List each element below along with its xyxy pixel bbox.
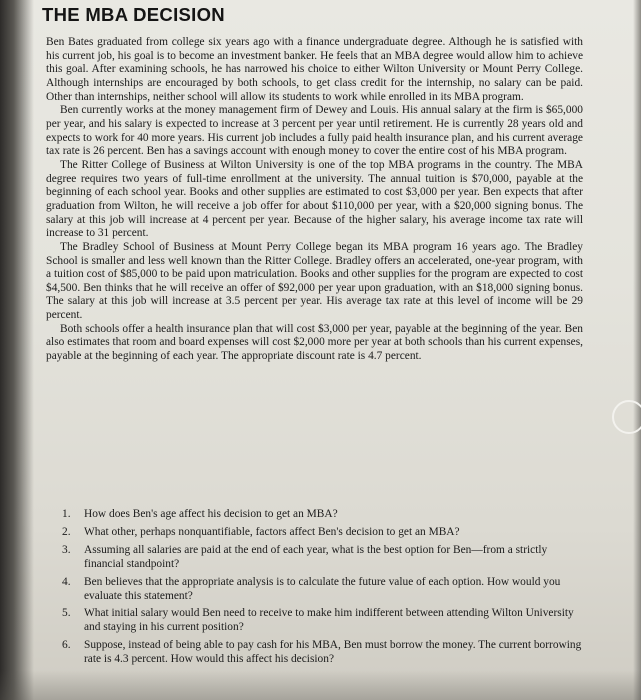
case-body: [46, 36, 583, 364]
paragraph-bradley-school: The Bradley School of Business at Mount Perry College began its MBA program 16 years ago. The Bradley School is smaller and less well known than the Ritter College. Bradley offers an accelerated, one-year program, with a tuition cost of $85,000 to be paid upon matriculation. Books and other supplies for the program are expected to cost $4,500. Ben thinks that he will receive an offer of $92,000 per year upon graduation, with an $18,000 signing bonus. The salary at this job will increase at 3.5 percent per year. His average tax rate at this level of income will be 29 percent.: [46, 240, 583, 322]
question-list: [62, 508, 584, 671]
question-number: 5.: [62, 607, 71, 620]
page-edge-shadow: [633, 0, 641, 700]
question-text: What initial salary would Ben need to receive to make him indifferent between attending Wilton University and staying in his current position?: [84, 607, 574, 634]
paragraph-ritter-college: The Ritter College of Business at Wilton University is one of the top MBA programs in the country. The MBA degree requires two years of full-time enrollment at the university. The annual tuition is $70,000, payable at the beginning of each school year. Books and other supplies are estimated to cost $3,000 per year. Ben expects that after graduation from Wilton, he will receive a job offer for about $110,000 per year, with a $20,000 signing bonus. The salary at this job will increase at 4 percent per year. Because of the higher salary, his average income tax rate will increase to 31 percent.: [46, 158, 583, 240]
question-text: What other, perhaps nonquantifiable, factors affect Ben's decision to get an MBA?: [84, 525, 460, 538]
question-item: [62, 607, 584, 635]
question-text: Assuming all salaries are paid at the end of each year, what is the best option for Ben—from a strictly financial standpoint?: [84, 543, 548, 570]
question-number: 6.: [62, 639, 71, 652]
question-item: [62, 639, 584, 667]
question-number: 2.: [62, 525, 71, 538]
page-gutter-shadow: [0, 0, 34, 700]
question-text: How does Ben's age affect his decision to get an MBA?: [84, 508, 338, 520]
paragraph-intro: Ben Bates graduated from college six years ago with a finance undergraduate degree. Although he is satisfied with his current job, his goal is to become an investment banker. He feels that an MBA degree would allow him to achieve this goal. After examining schools, he has narrowed his choice to either Wilton University or Mount Perry College. Although internships are encouraged by both schools, to get class credit for the internship, no salary can be paid. Other than internships, neither school will allow its students to work while enrolled in its MBA program.: [46, 36, 583, 103]
question-item: [62, 526, 584, 540]
page-bottom-shadow: [0, 670, 641, 700]
paragraph-current-job: Ben currently works at the money management firm of Dewey and Louis. His annual salary at the firm is $65,000 per year, and his salary is expected to increase at 3 percent per year until retirement. He is currently 28 years old and expects to work for 40 more years. His current job includes a fully paid health insurance plan, and his current average tax rate is 26 percent. Ben has a savings account with enough money to cover the entire cost of his MBA program.: [46, 104, 583, 158]
question-number: 4.: [62, 575, 71, 588]
question-item: [62, 508, 584, 522]
question-text: Suppose, instead of being able to pay cash for his MBA, Ben must borrow the money. The current borrowing rate is 4.3 percent. How would this affect his decision?: [84, 639, 582, 666]
question-number: 1.: [62, 508, 71, 520]
paragraph-shared-costs: Both schools offer a health insurance plan that will cost $3,000 per year, payable at the beginning of the year. Ben also estimates that room and board expenses will cost $2,000 more per year at both schools than his current expenses, payable at the beginning of each year. The appropriate discount rate is 4.7 percent.: [46, 322, 583, 363]
question-item: [62, 544, 584, 572]
screen-touch-ring-icon: [612, 400, 641, 434]
question-number: 3.: [62, 543, 71, 556]
question-item: [62, 576, 584, 604]
case-title: THE MBA DECISION: [42, 4, 225, 25]
question-text: Ben believes that the appropriate analysis is to calculate the future value of each option. How would you evaluate this statement?: [84, 575, 561, 602]
